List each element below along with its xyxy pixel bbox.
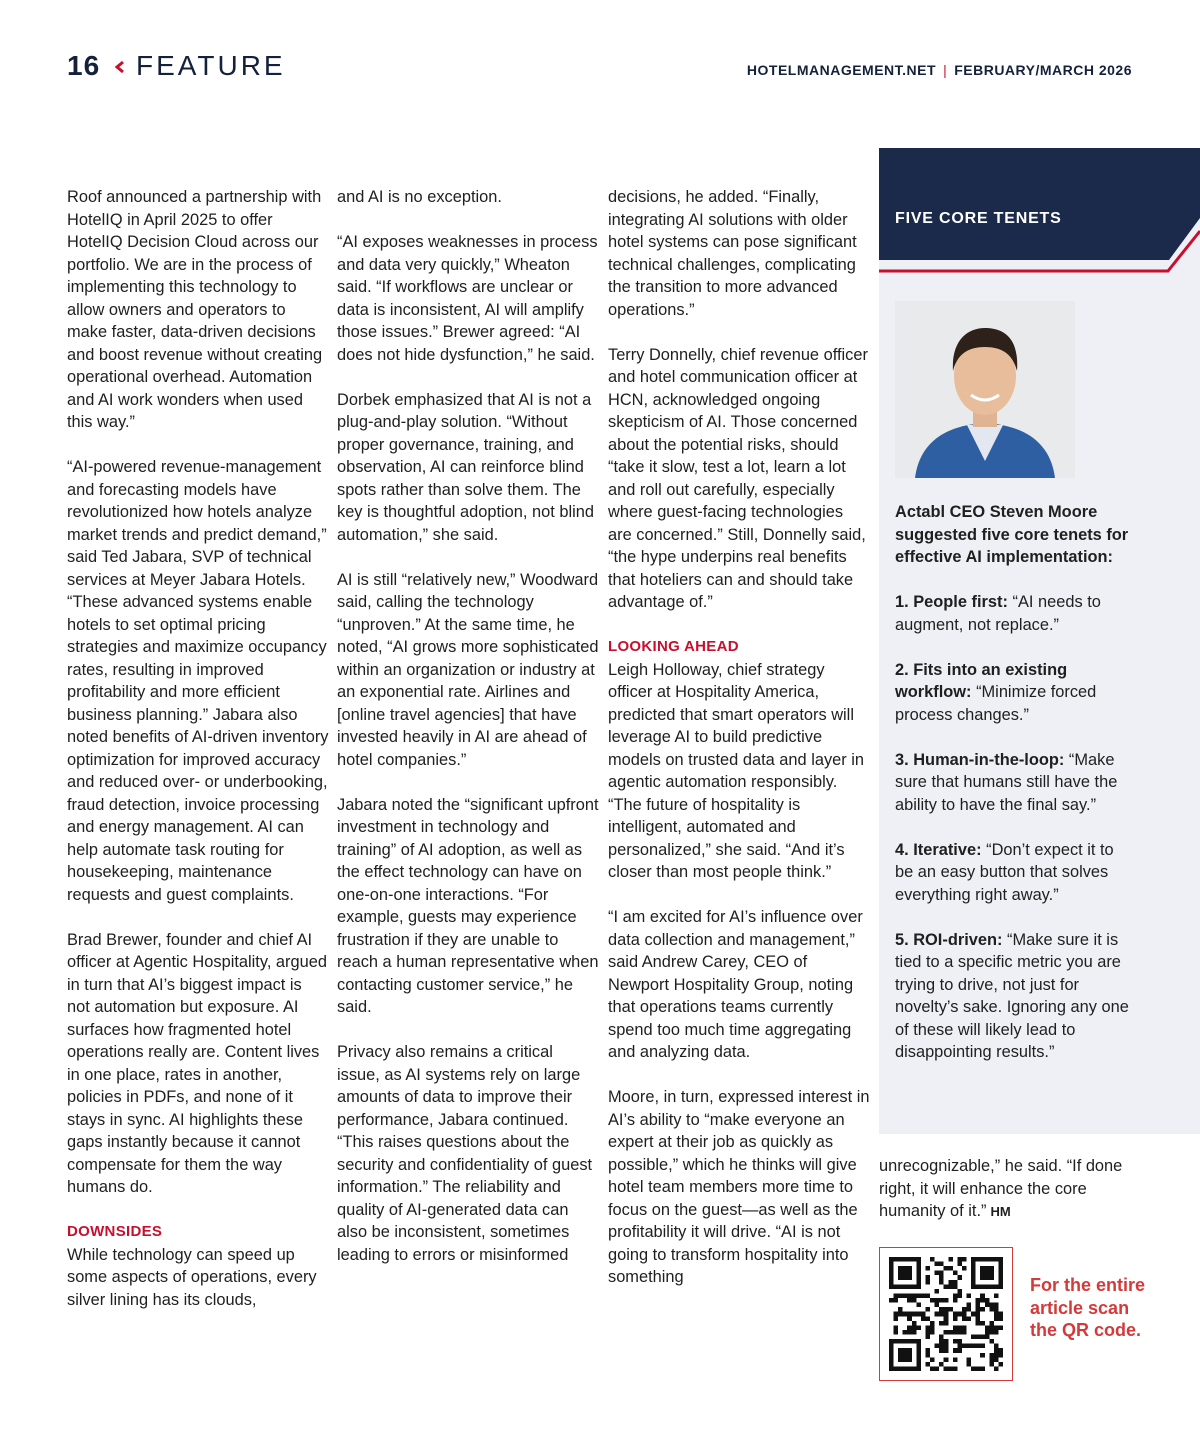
tenet-item: [895, 749, 1131, 817]
article-column-2: [337, 186, 599, 1289]
tenet-label: 1. People first:: [895, 593, 1008, 611]
paragraph: Moore, in turn, expressed interest in AI’s ability to “make everyone an expert at their job as quickly as possible,” which he thinks will give hotel team members more time to focus on the guest—as well as the profitability it will drive. “AI is not going to transform hospitality into something: [608, 1088, 870, 1286]
sidebar-title: FIVE CORE TENETS: [895, 210, 1062, 227]
paragraph: Dorbek emphasized that AI is not a plug-and-play solution. “Without proper governance, training, and observation, AI can reinforce blind spots rather than solve them. The key is thoughtful adoption, not blind automation,” she said.: [337, 390, 594, 544]
paragraph: decisions, he added. “Finally, integrating AI solutions with older hotel systems can pose significant technical challenges, complicating the transition to more advanced operations.”: [608, 188, 857, 319]
qr-caption: For the entire article scan the QR code.: [1030, 1275, 1146, 1340]
tenet-label: 5. ROI-driven:: [895, 930, 1003, 949]
chevron-left-icon: [114, 60, 126, 74]
tenet-text: “Make sure it is tied to a specific metric you are trying to drive, not just for novelty’s sake. Ignoring any one of these will likely lead to disappointing results.”: [895, 930, 1129, 1061]
article-column-3: [608, 186, 870, 1311]
tenet-label: 2. Fits into an existing workflow:: [895, 660, 1068, 701]
paragraph: “I am excited for AI’s influence over data collection and management,” said Andrew Carey, CEO of Newport Hospitality Group, noting that operations teams currently spend too much time aggregating and analyzing data.: [608, 908, 863, 1061]
page-header: [0, 0, 1200, 120]
tenet-label: 4. Iterative:: [895, 840, 982, 859]
paragraph: Leigh Holloway, chief strategy officer at Hospitality America, predicted that smart operators will leverage AI to build predictive models on trusted data and layer in agentic automation responsibly. “The future of hospitality is intelligent, automated and personalized,” she said. “And it’s closer than most people think.”: [608, 660, 865, 881]
masthead: [747, 62, 1132, 78]
issue-date: FEBRUARY/MARCH 2026: [954, 62, 1132, 78]
page-number: 16: [67, 50, 101, 81]
sidebar-intro: Actabl CEO Steven Moore suggested five core tenets for effective AI implementation:: [895, 503, 1129, 566]
subhead-looking-ahead: LOOKING AHEAD: [608, 638, 739, 655]
paragraph: and AI is no exception.: [337, 188, 502, 206]
masthead-separator: |: [943, 62, 948, 78]
headshot-photo: [895, 301, 1075, 478]
signoff-mark: HM: [990, 1204, 1011, 1219]
paragraph: Roof announced a partnership with HotelIQ in April 2025 to offer HotelIQ Decision Cloud across our portfolio. We are in the process of implementing this technology to allow owners and operators to make faster, data-driven decisions and boost revenue without creating operational overhead. Automation and AI work wonders when used this way.”: [67, 188, 323, 431]
paragraph: AI is still “relatively new,” Woodward said, calling the technology “unproven.” At the same time, he noted, “AI grows more sophisticated within an organization or industry at an exponential rate. Airlines and [online travel agencies] that have invested heavily in AI are ahead of hotel companies.”: [337, 570, 599, 769]
tenet-text: “Don’t expect it to be an easy button that solves everything right away.”: [895, 840, 1114, 904]
paragraph: While technology can speed up some aspects of operations, every silver lining has its clouds,: [67, 1245, 317, 1309]
tenet-text: “AI needs to augment, not replace.”: [895, 593, 1101, 634]
paragraph: Privacy also remains a critical issue, as AI systems rely on large amounts of data to improve their performance, Jabara continued. “This raises questions about the security and confidentiality of guest information.” The reliability and quality of AI-generated data can also be inconsistent, sometimes leading to errors or misinformed: [337, 1043, 593, 1264]
tenet-item: [895, 839, 1131, 907]
tenet-text: “Minimize forced process changes.”: [895, 683, 1097, 724]
sidebar-five-tenets: [879, 148, 1200, 1134]
sidebar-body: [895, 501, 1131, 1086]
subhead-downsides: DOWNSIDES: [67, 1223, 163, 1240]
tenet-text: “Make sure that humans still have the ability to have the final say.”: [895, 750, 1118, 814]
paragraph: Jabara noted the “significant upfront investment in technology and training” of AI adoption, as well as the effect technology can have on one-on-one interactions. “For example, guests may experience frustration if they are unable to reach a human representative when contacting customer service,” he said.: [337, 795, 599, 1016]
section-title: FEATURE: [136, 50, 286, 81]
tenet-item: [895, 659, 1131, 727]
qr-code-frame[interactable]: [879, 1247, 1013, 1381]
site-name: HOTELMANAGEMENT.NET: [746, 62, 937, 78]
paragraph: “AI-powered revenue-management and forecasting models have revolutionized how hotels analyze market trends and predict demand,” said Ted Jabara, SVP of technical services at Meyer Jabara Hotels. “These advanced systems enable hotels to set optimal pricing strategies and maximize occupancy rates, resulting in improved profitability and more efficient business planning.” Jabara also noted benefits of AI-driven inventory optimization for improved accuracy and reduced over- or underbooking, fraud detection, invoice processing and energy management. AI can help automate task routing for housekeeping, maintenance requests and guest complaints.: [67, 458, 329, 904]
article-column-4: [879, 1155, 1129, 1224]
article-column-1: [67, 186, 329, 1334]
paragraph: Brad Brewer, founder and chief AI officer at Agentic Hospitality, argued in turn that AI’s biggest impact is not automation but exposure. AI surfaces how fragmented hotel operations really are. Content lives in one place, rates in another, policies in PDFs, and none of it stays in sync. AI highlights these gaps instantly because it cannot compensate for them the way humans do.: [67, 930, 327, 1196]
qr-code-icon[interactable]: [889, 1257, 1003, 1371]
tenet-item: [895, 591, 1131, 636]
tenet-item: [895, 929, 1131, 1064]
paragraph: unrecognizable,” he said. “If done right, it will enhance the core humanity of it.”: [879, 1157, 1123, 1220]
paragraph: “AI exposes weaknesses in process and data very quickly,” Wheaton said. “If workflows are unclear or data is inconsistent, AI will amplify those issues.” Brewer agreed: “AI does not hide dysfunction,” he said.: [337, 233, 598, 364]
tenet-label: 3. Human-in-the-loop:: [895, 750, 1065, 769]
paragraph: Terry Donnelly, chief revenue officer and hotel communication officer at HCN, acknowledged ongoing skepticism of AI. Those concerned about the potential risks, should “take it slow, test a lot, learn a lot and roll out carefully, especially where guest-facing technologies are concerned.” Still, Donnelly said, “the hype underpins real benefits that hoteliers can and should take advantage of.”: [608, 345, 868, 611]
